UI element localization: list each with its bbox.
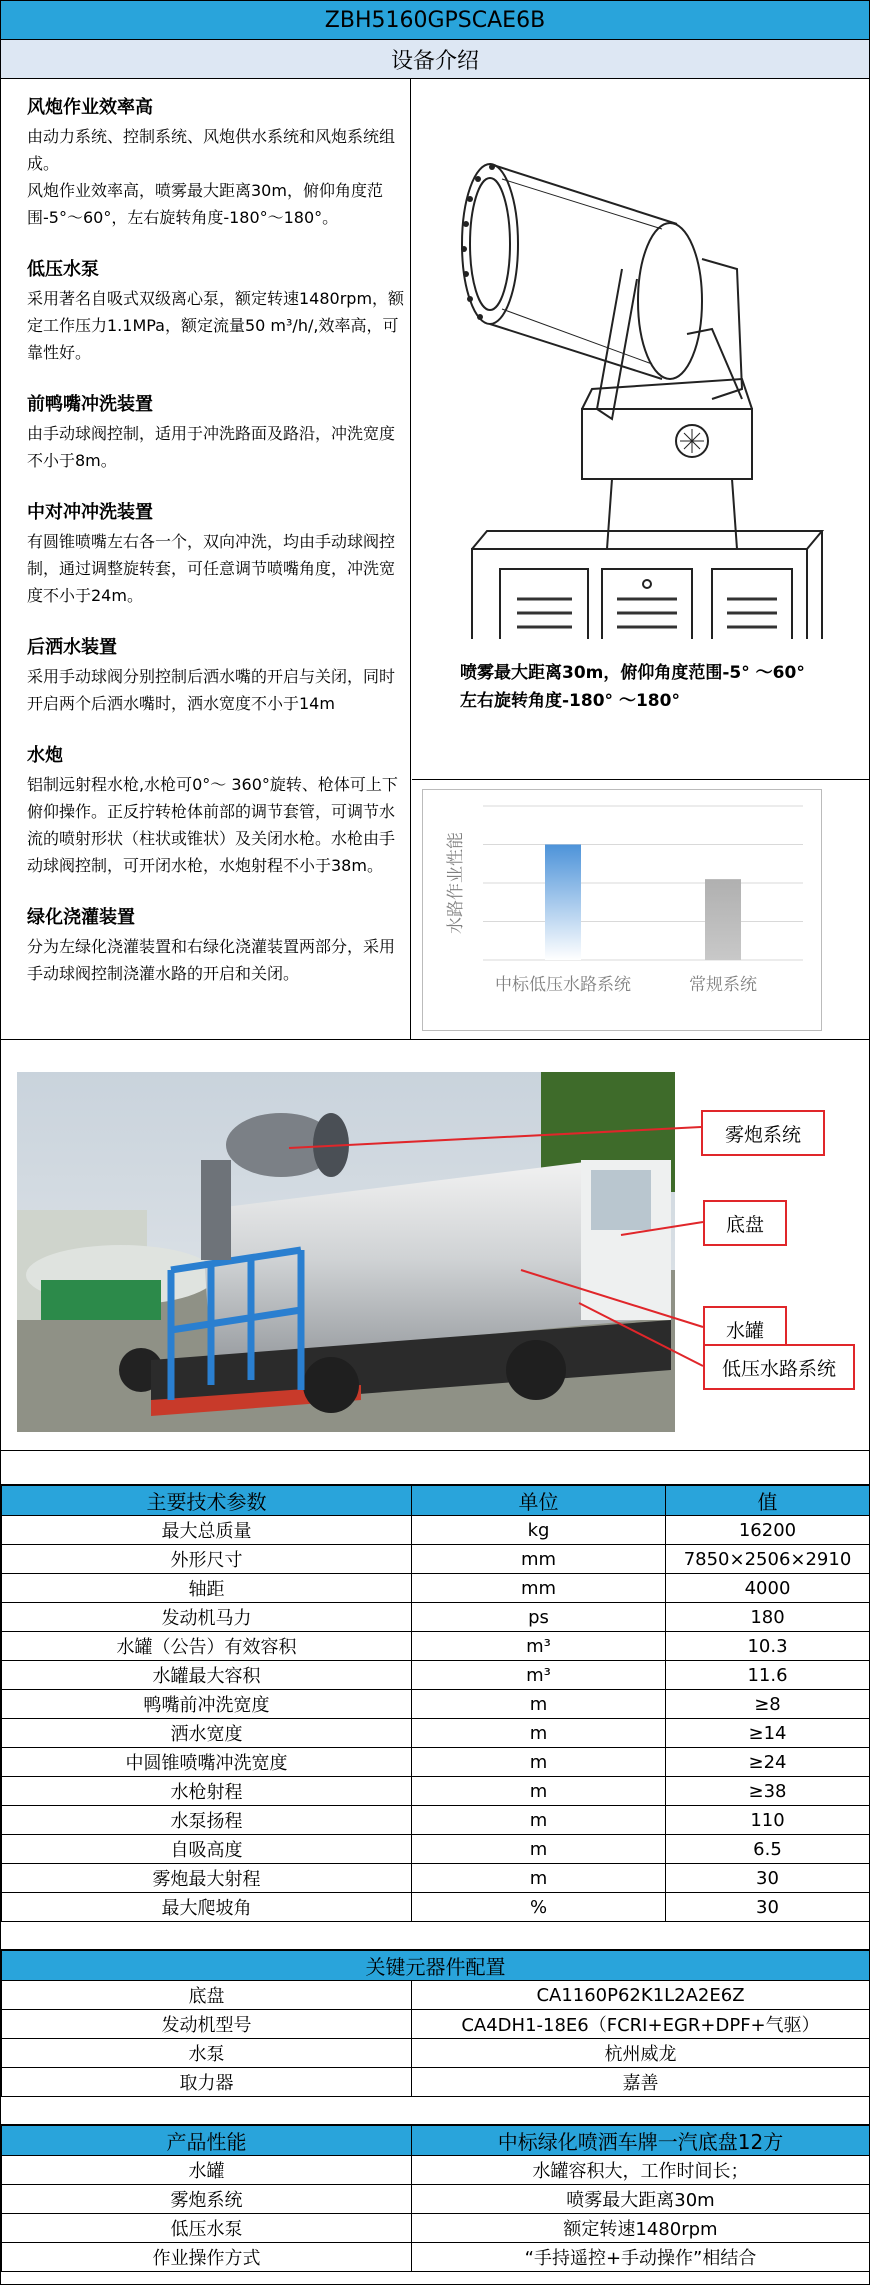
performance-header-row	[2, 2126, 870, 2156]
table-cell: ≥38	[666, 1777, 870, 1806]
feature-item	[27, 633, 410, 717]
feature-text: 分为左绿化浇灌装置和右绿化浇灌装置两部分，采用手动球阀控制浇灌水路的开启和关闭。	[27, 937, 396, 983]
spec-row	[2, 1516, 870, 1545]
spacer	[1, 1451, 869, 1485]
component-header-row	[2, 1951, 870, 1981]
performance-row	[2, 2214, 870, 2243]
table-cell: m	[412, 1719, 666, 1748]
spec-row	[2, 1748, 870, 1777]
table-cell: 110	[666, 1806, 870, 1835]
table-cell: 30	[666, 1893, 870, 1922]
table-cell: 水罐（公告）有效容积	[2, 1632, 412, 1661]
component-row	[2, 2068, 870, 2097]
feature-item	[27, 255, 410, 366]
cannon-caption	[460, 659, 805, 715]
table-cell: 水泵	[2, 2039, 412, 2068]
spec-row	[2, 1893, 870, 1922]
table-cell: 鸭嘴前冲洗宽度	[2, 1690, 412, 1719]
chart-category-label: 中标低压水路系统	[495, 975, 631, 995]
feature-title: 风炮作业效率高	[27, 97, 153, 118]
table-cell: 4000	[666, 1574, 870, 1603]
fog-cannon-panel	[412, 79, 869, 780]
performance-chart-panel	[412, 780, 869, 1039]
table-cell: m	[412, 1748, 666, 1777]
table-cell: 嘉善	[412, 2068, 870, 2097]
table-cell: 最大爬坡角	[2, 1893, 412, 1922]
feature-item	[27, 93, 410, 231]
intro-section	[1, 79, 869, 1040]
table-cell: 发动机马力	[2, 1603, 412, 1632]
spec-header-param: 主要技术参数	[2, 1486, 412, 1516]
table-cell: ≥24	[666, 1748, 870, 1777]
cannon-caption-rotation: 左右旋转角度-180° ～180°	[460, 691, 680, 711]
chart-y-label: 水路作业性能	[446, 832, 466, 934]
fog-cannon-drawing	[412, 79, 869, 639]
spec-row	[2, 1632, 870, 1661]
feature-list	[1, 79, 411, 1039]
feature-text: 铝制远射程水枪,水枪可0°～ 360°旋转、枪体可上下俯仰操作。正反拧转枪体前部的调节套管，可调节水流的喷射形状（柱状或锥状）及关闭水枪。水枪由手动球阀控制，可开闭水枪，水炮射程不小于38m。	[27, 775, 398, 875]
callout-fog-cannon: 雾炮系统	[701, 1110, 825, 1156]
feature-item	[27, 741, 410, 879]
table-cell: 取力器	[2, 2068, 412, 2097]
table-cell: m	[412, 1690, 666, 1719]
table-cell: 水枪射程	[2, 1777, 412, 1806]
table-cell: m	[412, 1864, 666, 1893]
feature-item	[27, 390, 410, 474]
table-cell: 水罐	[2, 2156, 412, 2185]
table-cell: CA4DH1-18E6（FCRI+EGR+DPF+气驱）	[412, 2010, 870, 2039]
spec-row	[2, 1690, 870, 1719]
performance-table	[1, 2125, 870, 2272]
spacer	[1, 1922, 869, 1950]
feature-text: 采用手动球阀分别控制后洒水嘴的开启与关闭，同时开启两个后洒水嘴时，洒水宽度不小于14m	[27, 667, 396, 713]
table-cell: 发动机型号	[2, 2010, 412, 2039]
table-cell: m	[412, 1806, 666, 1835]
performance-header-product: 中标绿化喷洒车牌一汽底盘12方	[412, 2126, 870, 2156]
component-row	[2, 2039, 870, 2068]
feature-item	[27, 498, 410, 609]
table-cell: ≥14	[666, 1719, 870, 1748]
table-cell: 11.6	[666, 1661, 870, 1690]
spec-row	[2, 1806, 870, 1835]
intro-heading: 设备介绍	[1, 40, 869, 79]
performance-chart	[422, 789, 822, 1031]
feature-text: 采用著名自吸式双级离心泵，额定转速1480rpm，额定工作压力1.1MPa，额定流量50 m³/h/,效率高，可靠性好。	[27, 289, 405, 362]
feature-text: 由动力系统、控制系统、风炮供水系统和风炮系统组成。 风炮作业效率高，喷雾最大距离30m，俯仰角度范围-5°～60°，左右旋转角度-180°～180°。	[27, 127, 396, 227]
table-cell: 180	[666, 1603, 870, 1632]
table-cell: 最大总质量	[2, 1516, 412, 1545]
callout-tank: 水罐	[703, 1306, 787, 1352]
spec-header-row	[2, 1486, 870, 1516]
spec-row	[2, 1719, 870, 1748]
table-cell: 轴距	[2, 1574, 412, 1603]
table-cell: 自吸高度	[2, 1835, 412, 1864]
table-cell: 雾炮系统	[2, 2185, 412, 2214]
chart-svg	[423, 790, 821, 1030]
table-cell: “手持遥控+手动操作”相结合	[412, 2243, 870, 2272]
component-row	[2, 1981, 870, 2010]
table-cell: 杭州威龙	[412, 2039, 870, 2068]
table-cell: mm	[412, 1545, 666, 1574]
table-cell: 外形尺寸	[2, 1545, 412, 1574]
table-cell: 水罐容积大，工作时间长；	[412, 2156, 870, 2185]
feature-text: 由手动球阀控制，适用于冲洗路面及路沿，冲洗宽度不小于8m。	[27, 424, 396, 470]
feature-text: 有圆锥喷嘴左右各一个，双向冲洗，均由手动球阀控制，通过调整旋转套，可任意调节喷嘴角度，冲洗宽度不小于24m。	[27, 532, 396, 605]
model-title: ZBH5160GPSCAE6B	[1, 1, 869, 40]
callout-low-pressure: 低压水路系统	[703, 1344, 855, 1390]
truck-photo-section	[1, 1040, 869, 1451]
table-cell: mm	[412, 1574, 666, 1603]
table-cell: 水泵扬程	[2, 1806, 412, 1835]
component-row	[2, 2010, 870, 2039]
table-cell: m³	[412, 1661, 666, 1690]
table-cell: 作业操作方式	[2, 2243, 412, 2272]
spec-table	[1, 1485, 870, 1922]
chart-category-label: 常规系统	[689, 975, 757, 995]
table-cell: 雾炮最大射程	[2, 1864, 412, 1893]
feature-title: 水炮	[27, 745, 63, 766]
feature-title: 绿化浇灌装置	[27, 907, 135, 928]
table-cell: kg	[412, 1516, 666, 1545]
table-cell: 低压水泵	[2, 2214, 412, 2243]
table-cell: 16200	[666, 1516, 870, 1545]
spec-row	[2, 1603, 870, 1632]
table-cell: m³	[412, 1632, 666, 1661]
table-cell: 喷雾最大距离30m	[412, 2185, 870, 2214]
feature-title: 中对冲冲洗装置	[27, 502, 153, 523]
table-cell: ps	[412, 1603, 666, 1632]
feature-title: 后洒水装置	[27, 637, 117, 658]
cannon-caption-range: 喷雾最大距离30m，俯仰角度范围-5° ～60°	[460, 663, 805, 683]
table-cell: 额定转速1480rpm	[412, 2214, 870, 2243]
table-cell: 10.3	[666, 1632, 870, 1661]
spec-row	[2, 1835, 870, 1864]
component-header: 关键元器件配置	[2, 1951, 870, 1981]
performance-row	[2, 2156, 870, 2185]
table-cell: 6.5	[666, 1835, 870, 1864]
table-cell: m	[412, 1777, 666, 1806]
performance-row	[2, 2185, 870, 2214]
table-cell: %	[412, 1893, 666, 1922]
table-cell: ≥8	[666, 1690, 870, 1719]
performance-header-label: 产品性能	[2, 2126, 412, 2156]
feature-title: 低压水泵	[27, 259, 99, 280]
feature-item	[27, 903, 410, 987]
spec-row	[2, 1777, 870, 1806]
table-cell: 底盘	[2, 1981, 412, 2010]
performance-row	[2, 2243, 870, 2272]
spec-row	[2, 1545, 870, 1574]
table-cell: m	[412, 1835, 666, 1864]
callout-chassis: 底盘	[703, 1200, 787, 1246]
feature-title: 前鸭嘴冲洗装置	[27, 394, 153, 415]
chart-bar	[545, 845, 581, 961]
spec-row	[2, 1864, 870, 1893]
component-table	[1, 1950, 870, 2097]
spec-header-unit: 单位	[412, 1486, 666, 1516]
table-cell: CA1160P62K1L2A2E6Z	[412, 1981, 870, 2010]
spacer	[1, 2097, 869, 2125]
spec-row	[2, 1574, 870, 1603]
table-cell: 30	[666, 1864, 870, 1893]
table-cell: 洒水宽度	[2, 1719, 412, 1748]
spec-row	[2, 1661, 870, 1690]
spec-header-value: 值	[666, 1486, 870, 1516]
table-cell: 7850×2506×2910	[666, 1545, 870, 1574]
table-cell: 水罐最大容积	[2, 1661, 412, 1690]
chart-bar	[705, 879, 741, 960]
table-cell: 中圆锥喷嘴冲洗宽度	[2, 1748, 412, 1777]
